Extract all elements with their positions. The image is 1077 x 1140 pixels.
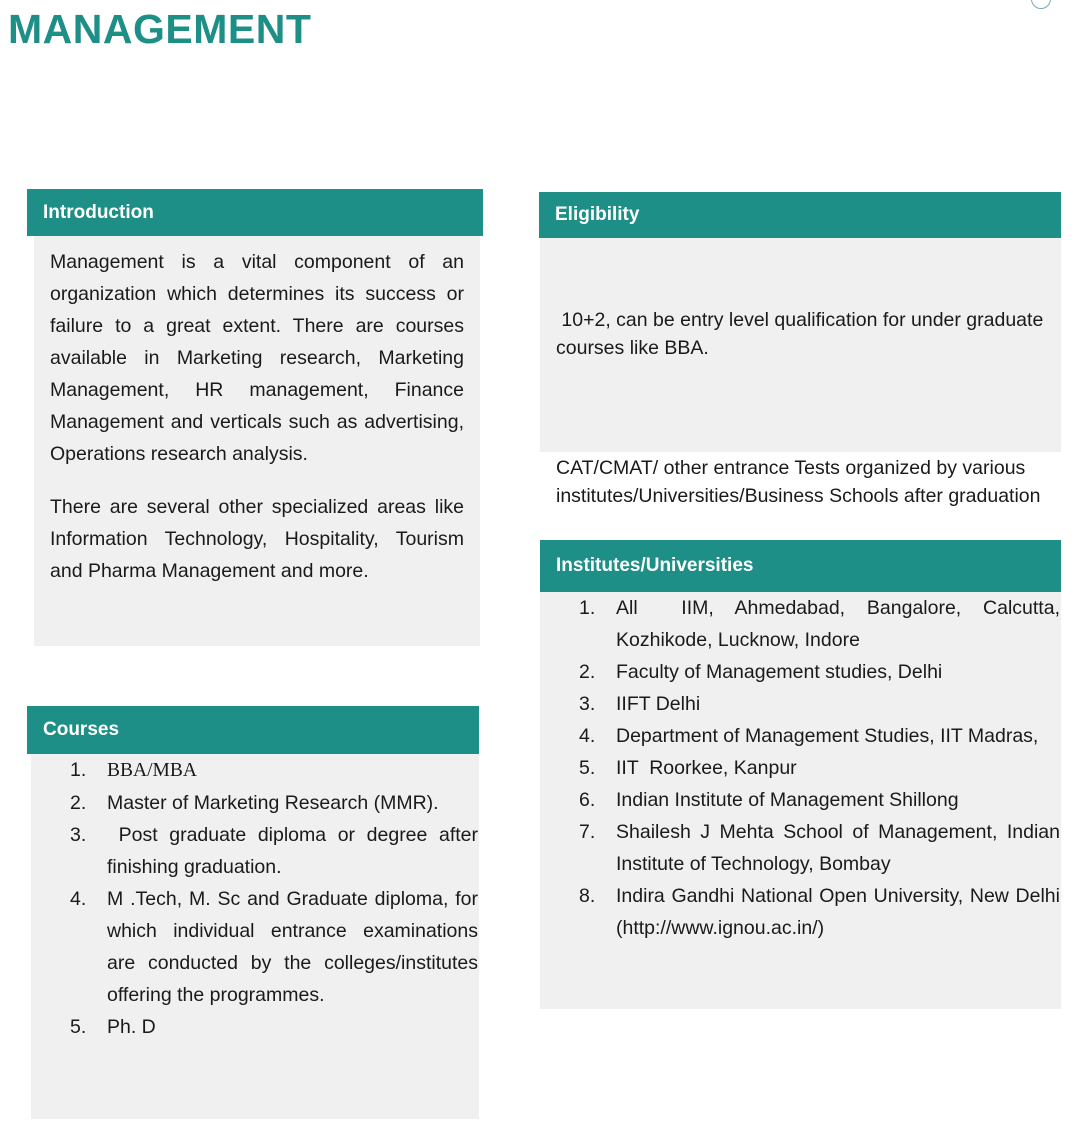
list-item-text: Department of Management Studies, IIT Madras, <box>616 725 1039 747</box>
list-item-number: 5. <box>579 757 596 779</box>
list-item <box>70 1011 478 1043</box>
list-item-number: 3. <box>579 693 596 715</box>
list-item-text: Master of Marketing Research (MMR). <box>107 792 439 814</box>
list-item-number: 8. <box>579 885 596 907</box>
list-item <box>579 880 1060 944</box>
eligibility-paragraph: 10+2, can be entry level qualification for under graduate courses like BBA. <box>556 309 1049 359</box>
courses-header <box>27 706 479 754</box>
list-item-text: Faculty of Management studies, Delhi <box>616 661 943 683</box>
introduction-paragraph: Management is a vital component of an organization which determines its success or failure to a great extent. There are courses available in Marketing research, Marketing Management, HR management, Finance Management and verticals such as advertising, Operations research analysis. <box>50 251 464 465</box>
list-item <box>579 816 1060 880</box>
list-item <box>579 752 1060 784</box>
courses-header-label: Courses <box>43 719 120 740</box>
courses-list <box>70 754 484 1043</box>
list-item-number: 5. <box>70 1016 87 1038</box>
list-item <box>579 784 1060 816</box>
list-item-text: Shailesh J Mehta School of Management, Indian Institute of Technology, Bombay <box>616 821 1060 875</box>
list-item-number: 4. <box>70 888 87 910</box>
list-item-text: Post graduate diploma or degree after finishing graduation. <box>107 824 484 878</box>
list-item-text: Ph. D <box>107 1016 156 1038</box>
list-item-number: 1. <box>70 759 87 781</box>
list-item-number: 3. <box>70 824 87 846</box>
eligibility-header-label: Eligibility <box>555 204 640 225</box>
list-item-text: IIT Roorkee, Kanpur <box>616 757 797 779</box>
list-item-text: Indian Institute of Management Shillong <box>616 789 959 811</box>
list-item <box>70 819 484 883</box>
list-item <box>579 656 1060 688</box>
list-item-number: 2. <box>70 792 87 814</box>
institutes-header <box>540 540 1061 592</box>
list-item-text: IIFT Delhi <box>616 693 701 715</box>
list-item-text: All IIM, Ahmedabad, Bangalore, Calcutta, Kozhikode, Lucknow, Indore <box>616 597 1066 651</box>
institutes-list <box>579 592 1066 944</box>
list-item-number: 4. <box>579 725 596 747</box>
eligibility-paragraph: CAT/CMAT/ other entrance Tests organized by various institutes/Universities/Business Schools after graduation <box>556 457 1041 507</box>
list-item-number: 6. <box>579 789 596 811</box>
list-item <box>70 754 478 787</box>
list-item-number: 2. <box>579 661 596 683</box>
list-item <box>579 720 1060 752</box>
institutes-header-label: Institutes/Universities <box>556 555 754 576</box>
list-item-number: 7. <box>579 821 596 843</box>
introduction-text <box>50 246 464 587</box>
list-item <box>70 883 478 1011</box>
page-title: MANAGEMENT <box>8 6 312 52</box>
introduction-paragraph: There are several other specialized areas like Information Technology, Hospitality, Tourism and Pharma Management and more. <box>50 496 464 582</box>
list-item-text: M .Tech, M. Sc and Graduate diploma, for which individual entrance examinations are conducted by the colleges/institutes offering the programmes. <box>107 888 478 1006</box>
introduction-header-label: Introduction <box>43 201 154 223</box>
decorative-circle <box>1031 0 1051 9</box>
introduction-header <box>27 189 483 236</box>
eligibility-header <box>539 192 1061 238</box>
eligibility-text <box>556 242 1056 542</box>
list-item <box>70 787 478 819</box>
list-item <box>579 688 1060 720</box>
list-item-number: 1. <box>579 597 596 619</box>
list-item <box>579 592 1066 656</box>
list-item-text: BBA/MBA <box>107 760 197 781</box>
list-item-text: Indira Gandhi National Open University, New Delhi (http://www.ignou.ac.in/) <box>616 885 1060 939</box>
